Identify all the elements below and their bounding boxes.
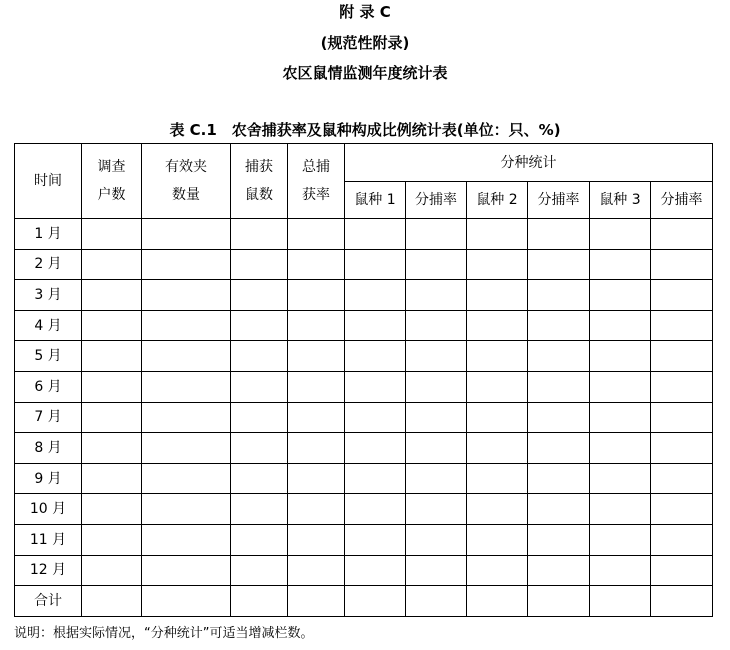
- row-label: 5 月: [15, 341, 82, 372]
- appendix-heading: 附 录 C: [339, 3, 391, 21]
- row-label: 8 月: [15, 433, 82, 464]
- blank-cell[interactable]: [651, 280, 713, 311]
- blank-cell[interactable]: [288, 433, 345, 464]
- blank-cell[interactable]: [345, 310, 406, 341]
- blank-cell[interactable]: [142, 433, 231, 464]
- blank-cell[interactable]: [82, 341, 142, 372]
- blank-cell[interactable]: [406, 402, 467, 433]
- header-households-line2: 户数: [97, 187, 126, 203]
- blank-cell[interactable]: [406, 219, 467, 250]
- header-traps: [142, 144, 231, 219]
- row-label: 10 月: [15, 494, 82, 525]
- blank-cell[interactable]: [590, 494, 651, 525]
- blank-cell[interactable]: [467, 249, 528, 280]
- header-species-2: 鼠种 2: [467, 182, 528, 219]
- blank-cell[interactable]: [406, 463, 467, 494]
- blank-cell[interactable]: [528, 249, 590, 280]
- blank-cell[interactable]: [590, 524, 651, 555]
- table-row: [15, 433, 713, 464]
- row-label: 11 月: [15, 524, 82, 555]
- blank-cell[interactable]: [82, 494, 142, 525]
- blank-cell[interactable]: [345, 463, 406, 494]
- blank-cell[interactable]: [82, 463, 142, 494]
- blank-cell[interactable]: [345, 524, 406, 555]
- blank-cell[interactable]: [467, 524, 528, 555]
- blank-cell[interactable]: [590, 341, 651, 372]
- header-species-1-rate: 分捕率: [406, 182, 467, 219]
- header-species-1: 鼠种 1: [345, 182, 406, 219]
- blank-cell[interactable]: [231, 586, 288, 617]
- table-row: [15, 280, 713, 311]
- row-label: 9 月: [15, 463, 82, 494]
- blank-cell[interactable]: [142, 494, 231, 525]
- blank-cell[interactable]: [288, 371, 345, 402]
- blank-cell[interactable]: [142, 371, 231, 402]
- blank-cell[interactable]: [82, 280, 142, 311]
- header-total-rate-line1: 总捕: [302, 159, 330, 175]
- blank-cell[interactable]: [231, 371, 288, 402]
- blank-cell[interactable]: [651, 463, 713, 494]
- blank-cell[interactable]: [231, 341, 288, 372]
- blank-cell[interactable]: [406, 341, 467, 372]
- blank-cell[interactable]: [288, 402, 345, 433]
- blank-cell[interactable]: [406, 249, 467, 280]
- blank-cell[interactable]: [467, 310, 528, 341]
- header-households-line1: 调查: [97, 159, 126, 175]
- blank-cell[interactable]: [345, 494, 406, 525]
- blank-cell[interactable]: [467, 219, 528, 250]
- blank-cell[interactable]: [590, 555, 651, 586]
- blank-cell[interactable]: [288, 555, 345, 586]
- blank-cell[interactable]: [231, 524, 288, 555]
- table-row: [15, 402, 713, 433]
- blank-cell[interactable]: [82, 524, 142, 555]
- blank-cell[interactable]: [288, 310, 345, 341]
- blank-cell[interactable]: [651, 402, 713, 433]
- blank-cell[interactable]: [288, 249, 345, 280]
- header-total-rate-line2: 获率: [302, 187, 330, 203]
- blank-cell[interactable]: [590, 310, 651, 341]
- blank-cell[interactable]: [528, 586, 590, 617]
- blank-cell[interactable]: [345, 555, 406, 586]
- row-label: 12 月: [15, 555, 82, 586]
- blank-cell[interactable]: [231, 494, 288, 525]
- blank-cell[interactable]: [467, 433, 528, 464]
- header-captured-line1: 捕获: [245, 159, 273, 175]
- blank-cell[interactable]: [345, 249, 406, 280]
- blank-cell[interactable]: [231, 219, 288, 250]
- blank-cell[interactable]: [590, 219, 651, 250]
- blank-cell[interactable]: [288, 280, 345, 311]
- blank-cell[interactable]: [528, 524, 590, 555]
- table-row: [15, 249, 713, 280]
- header-households: [82, 144, 142, 219]
- blank-cell[interactable]: [467, 494, 528, 525]
- blank-cell[interactable]: [345, 433, 406, 464]
- header-captured: [231, 144, 288, 219]
- blank-cell[interactable]: [345, 586, 406, 617]
- footnote: 说明：根据实际情况，“分种统计”可适当增减栏数。: [14, 626, 314, 641]
- header-row: [15, 144, 713, 182]
- blank-cell[interactable]: [590, 433, 651, 464]
- header-captured-line2: 鼠数: [245, 187, 273, 203]
- blank-cell[interactable]: [467, 555, 528, 586]
- blank-cell[interactable]: [231, 433, 288, 464]
- blank-cell[interactable]: [82, 586, 142, 617]
- blank-cell[interactable]: [142, 249, 231, 280]
- blank-cell[interactable]: [142, 219, 231, 250]
- blank-cell[interactable]: [651, 494, 713, 525]
- header-species-group: 分种统计: [345, 144, 713, 182]
- blank-cell[interactable]: [467, 402, 528, 433]
- blank-cell[interactable]: [590, 371, 651, 402]
- blank-cell[interactable]: [467, 586, 528, 617]
- blank-cell[interactable]: [142, 402, 231, 433]
- row-label: 1 月: [15, 219, 82, 250]
- row-label: 6 月: [15, 371, 82, 402]
- blank-cell[interactable]: [528, 280, 590, 311]
- blank-cell[interactable]: [528, 219, 590, 250]
- blank-cell[interactable]: [82, 433, 142, 464]
- blank-cell[interactable]: [467, 371, 528, 402]
- header-species-2-rate: 分捕率: [528, 182, 590, 219]
- blank-cell[interactable]: [82, 310, 142, 341]
- table-row: [15, 310, 713, 341]
- header-traps-line2: 数量: [172, 187, 200, 203]
- blank-cell[interactable]: [231, 280, 288, 311]
- blank-cell[interactable]: [231, 249, 288, 280]
- header-time: 时间: [15, 144, 82, 219]
- statistics-table: [14, 143, 713, 617]
- blank-cell[interactable]: [406, 586, 467, 617]
- blank-cell[interactable]: [142, 524, 231, 555]
- blank-cell[interactable]: [231, 555, 288, 586]
- blank-cell[interactable]: [406, 555, 467, 586]
- row-label: 4 月: [15, 310, 82, 341]
- row-label: 2 月: [15, 249, 82, 280]
- blank-cell[interactable]: [590, 280, 651, 311]
- blank-cell[interactable]: [528, 463, 590, 494]
- row-label: 7 月: [15, 402, 82, 433]
- blank-cell[interactable]: [345, 280, 406, 311]
- blank-cell[interactable]: [406, 310, 467, 341]
- blank-cell[interactable]: [345, 371, 406, 402]
- blank-cell[interactable]: [142, 341, 231, 372]
- blank-cell[interactable]: [528, 402, 590, 433]
- blank-cell[interactable]: [82, 371, 142, 402]
- table-row: [15, 219, 713, 250]
- blank-cell[interactable]: [467, 341, 528, 372]
- blank-cell[interactable]: [142, 310, 231, 341]
- blank-cell[interactable]: [82, 402, 142, 433]
- blank-cell[interactable]: [406, 524, 467, 555]
- blank-cell[interactable]: [651, 371, 713, 402]
- blank-cell[interactable]: [345, 341, 406, 372]
- blank-cell[interactable]: [142, 555, 231, 586]
- blank-cell[interactable]: [651, 586, 713, 617]
- blank-cell[interactable]: [231, 463, 288, 494]
- blank-cell[interactable]: [467, 280, 528, 311]
- blank-cell[interactable]: [142, 280, 231, 311]
- row-label: 合计: [15, 586, 82, 617]
- blank-cell[interactable]: [528, 371, 590, 402]
- blank-cell[interactable]: [142, 586, 231, 617]
- table-row: [15, 494, 713, 525]
- blank-cell[interactable]: [82, 219, 142, 250]
- blank-cell[interactable]: [288, 586, 345, 617]
- blank-cell[interactable]: [528, 494, 590, 525]
- blank-cell[interactable]: [651, 555, 713, 586]
- blank-cell[interactable]: [345, 402, 406, 433]
- blank-cell[interactable]: [406, 371, 467, 402]
- blank-cell[interactable]: [651, 433, 713, 464]
- blank-cell[interactable]: [528, 433, 590, 464]
- blank-cell[interactable]: [406, 433, 467, 464]
- table-row: [15, 586, 713, 617]
- blank-cell[interactable]: [288, 494, 345, 525]
- blank-cell[interactable]: [82, 249, 142, 280]
- table-row: [15, 371, 713, 402]
- blank-cell[interactable]: [288, 524, 345, 555]
- blank-cell[interactable]: [406, 494, 467, 525]
- blank-cell[interactable]: [651, 524, 713, 555]
- header-species-3: 鼠种 3: [590, 182, 651, 219]
- blank-cell[interactable]: [345, 219, 406, 250]
- header-total-rate: [288, 144, 345, 219]
- blank-cell[interactable]: [231, 402, 288, 433]
- blank-cell[interactable]: [231, 310, 288, 341]
- blank-cell[interactable]: [651, 249, 713, 280]
- table-row: [15, 524, 713, 555]
- blank-cell[interactable]: [651, 341, 713, 372]
- blank-cell[interactable]: [288, 219, 345, 250]
- header-species-3-rate: 分捕率: [651, 182, 713, 219]
- blank-cell[interactable]: [82, 555, 142, 586]
- blank-cell[interactable]: [288, 463, 345, 494]
- document-title: 农区鼠情监测年度统计表: [282, 64, 448, 82]
- table-row: [15, 463, 713, 494]
- blank-cell[interactable]: [467, 463, 528, 494]
- blank-cell[interactable]: [406, 280, 467, 311]
- table-row: [15, 341, 713, 372]
- blank-cell[interactable]: [590, 249, 651, 280]
- blank-cell[interactable]: [142, 463, 231, 494]
- blank-cell[interactable]: [288, 341, 345, 372]
- table-title: 表 C.1 农舍捕获率及鼠种构成比例统计表(单位：只、%): [169, 121, 561, 139]
- blank-cell[interactable]: [590, 586, 651, 617]
- blank-cell[interactable]: [528, 310, 590, 341]
- table-row: [15, 555, 713, 586]
- header-traps-line1: 有效夹: [165, 159, 207, 175]
- blank-cell[interactable]: [590, 463, 651, 494]
- normative-label: (规范性附录): [320, 34, 410, 52]
- blank-cell[interactable]: [651, 219, 713, 250]
- row-label: 3 月: [15, 280, 82, 311]
- blank-cell[interactable]: [651, 310, 713, 341]
- blank-cell[interactable]: [590, 402, 651, 433]
- blank-cell[interactable]: [528, 555, 590, 586]
- blank-cell[interactable]: [528, 341, 590, 372]
